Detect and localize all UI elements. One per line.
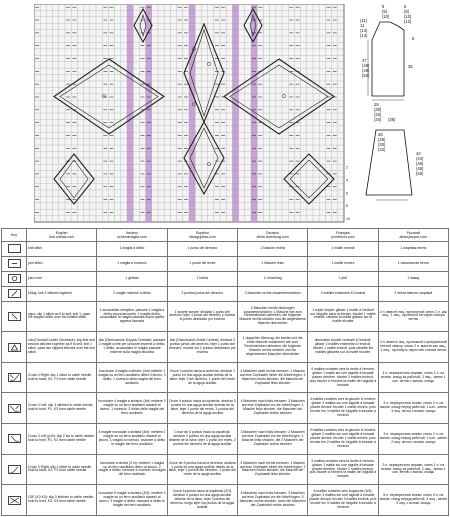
schematic-measure-label: 28 [374,102,379,107]
legend-cell-es: 1 hebra [167,271,237,286]
legend-cell-fr: 6 mailles croisées vers la gauche (3/3): glisser 3 mailles sur une aiguille à torsade placée devant, tricoter 3 mailles endroit, puis tricoter les 3 mailles de l'aiguille à torsade à l'endroit [308,485,378,516]
legend-row [2,362,449,393]
legend-cell-ru: 3 п. вместе лиц. протяжкой с центральной петлей сверху: снять 2 п. вместе как лиц., 1 лиц., протянуть через нее снятые петли [378,332,448,363]
legend-cell-it: 1 maglia a diritto [97,242,167,257]
legend-symbol-cell [2,271,27,286]
schematic-measure-label: (13) [360,28,368,33]
legend-header-row [2,229,449,242]
schematic-measure-label: (28) [378,137,386,142]
legend-cell-es: Cruce de 3 puntos hacia la izquierda: deslizar 2 puntos en una aguja auxiliar delante de la labor, tejer 1 punto del revés, 2 puntos del derecho de la aguja auxiliar [167,424,237,455]
legend-header-spanish: Español hiloagujetas.com [167,229,237,242]
schematic-measure-label: 42 [416,151,421,156]
legend-cell-ru: 2 петли вместе лицевой [378,286,448,301]
legend-cell-it: incrociare a destra (3 m): mettere 1 maglia su un ferro ausiliario dietro al lavoro, 2 maglie a diritto, lavorare a rovescio la maglia del ferro ausiliario [97,454,167,485]
schematic-measure-label: (32) [378,147,386,152]
legend-header-english: English knit-cheats.com [27,229,97,242]
legend-symbol-cell [2,485,27,516]
k2tog-symbol-icon [8,289,21,298]
body-piece-outline [372,22,404,96]
legend-cell-es: 2 puntos juntos del derecho [167,286,237,301]
legend-row [2,393,449,424]
legend-cell-de: 3 Maschen nach rechts kreuzen: 1 Masche auf eine Zopfnadel hinter die Arbeit legen, 2 Maschen rechts stricken, die Masche der Zopfnadel links stricken [237,454,307,485]
legend-header-key: Key [2,229,27,242]
schematic-measure-label: 35 [408,64,413,69]
legend-row [2,256,449,271]
legend-cell-en: purl stitch [27,256,97,271]
legend-cell-it: 2 maglie insieme a diritto [97,286,167,301]
legend-row [2,424,449,455]
legend-cell-ru: 3 п. перекрестить влево: снять 2 п. на вспом. спицу перед работой, 1 изн., затем 2 лиц. петли с вспом. спицы [378,424,448,455]
legend-cell-fr: 3 mailles croisées vers la droite à l'envers: glisser 1 maille sur une aiguille à torsade placée derrière, tricoter 2 mailles endroit, puis tricoter à l'envers la maille de l'aiguille à torsade [308,454,378,485]
schematic-measure-label: 6 [404,4,407,9]
legend-cell-es: ddc (Disminución Doble Central): deslizar 2 puntos juntos del derecho, tejer 1 punto del derecho, montar los 2 puntos deslizados por encima [167,332,237,363]
legend-cell-en: yarn over [27,271,97,286]
legend-header-italian: Italiano schemimaglia.com [97,229,167,242]
legend-cell-en: Cross 3 Left (p1k): slip 2 sts to cable needle, hold to front, P1, K2 from cable needle [27,424,97,455]
cdd-symbol-icon [8,343,21,352]
schematic-measure-label: (48) [416,166,424,171]
row-number-label: 6 [346,191,348,196]
schematic-measure-label: (11) [360,18,368,23]
legend-header-russian: Русский аllamyazyce.com [378,229,448,242]
legend-cell-ru: 4 п. перекрестить вправо: снять 1 п. на вспом. спицу за работой, 3 лиц., затем 1 изн. петлю с вспом. спицы [378,362,448,393]
dash-symbol-icon [8,259,21,268]
legend-cell-en: C6F (K3 K3): slip 3 stitches to cable needle, hold to front, K3, K3 from cable needle [27,485,97,516]
blank-symbol-icon [8,244,21,253]
schematic-measure-label: 5 [412,36,415,41]
garment-schematic [360,0,450,226]
legend-cell-en: knit stitch [27,242,97,257]
row-number-label: 10 [346,217,350,221]
legend-cell-de: 1 Masche rechts [237,242,307,257]
legend-cell-es: Cruce 4 puntos hacia la derecha: deslizar 1 punto en una aguja auxiliar detrás de la labor, tejer 3 del derecho, 1 punto del revés de la aguja auxiliar [167,362,237,393]
row-number-label: 2 [346,165,348,170]
legend-cell-fr: 2 mailles ensemble à l'endroit [308,286,378,301]
schematic-measure-label: 47 [362,58,367,63]
schematic-measure-label: (32) [374,112,382,117]
circle-symbol-icon [8,274,21,283]
legend-cell-de: 1 Masche links [237,256,307,271]
legend-symbol-cell [2,393,27,424]
schematic-measure-label: (14) [360,33,368,38]
legend-symbol-cell [2,424,27,455]
row-number-label: 8 [346,204,348,209]
legend-symbol-cell [2,286,27,301]
legend-cell-en: skpo: slip 1 stitch as if to knit, knit 1, pass the slipped stitch over the knitted stitch [27,301,97,332]
c3r-symbol-icon [8,434,21,443]
legend-cell-fr: 3 mailles croisées vers la gauche à l'envers: glisser 2 mailles sur une aiguille à torsade placée devant, tricoter 1 maille envers, puis tricoter les 2 mailles de l'aiguille à torsade à l'endroit [308,424,378,455]
schematic-measure-label: 8 [382,4,385,9]
legend-row [2,301,449,332]
schematic-measure-label: (12) [404,19,412,24]
legend-cell-it: Incrociare 4 maglie a destra: (4m) mettere 1 maglia su un ferro ausiliario dietro il lavoro, 3 diritto, 1 rovescio della maglia del ferro ausiliario [97,362,167,393]
legend-cell-ru: 1 накид [378,271,448,286]
legend-cell-es: 1 punto del derecho [167,242,237,257]
legend-symbol-cell [2,454,27,485]
legend-row [2,454,449,485]
legend-cell-de: 2 Maschen rechts zusammenstricken [237,286,307,301]
c3l-symbol-icon [8,465,21,474]
schematic-measure-label: (50) [416,171,424,176]
c4r-symbol-icon [8,373,21,382]
schematic-measure-label: (36) [388,117,396,122]
legend-cell-fr: 1 surjet simple: glisser 1 maille à l'endroit sur l'aiguille sans la tricoter, tricoter 1 maille endroit, rabattre la maille glissée sur la maille tricotée [308,301,378,332]
legend-cell-es: 1 punto del revés [167,256,237,271]
row-number-label: 4 [346,178,348,183]
legend-symbol-cell [2,301,27,332]
legend-cell-en: cdd (Central Double Decrease): slip first and second stitches together as if to knit, knit 1 stitch, pass two slipped stitches over the knit stitch [27,332,97,363]
legend-cell-en: Cross 4 Right: slip 1 stitch to cable needle, hold to back, K3, P1 from cable needle [27,362,97,393]
legend-cell-it: 1 accavallato semplice: passare 1 maglia a diritto senza lavorarla, 1 maglia diritto, accavallare la maglia passata sopra quella appena lavorata [97,301,167,332]
legend-row [2,332,449,363]
legend-symbol-cell [2,256,27,271]
legend-symbol-cell [2,242,27,257]
legend-cell-de: 3 Maschen nach links kreuzen: 2 Maschen auf eine Zopfnadel vor die Arbeit legen, 1 Masche links stricken, die 2 Maschen der Zopfnadel rechts stricken [237,424,307,455]
sleeve-piece-outline [366,130,412,195]
legend-cell-fr: 1 maille endroit [308,242,378,257]
legend-cell-de: 6 Maschen nach links kreuzen: 3 Maschen auf eine Zopfnadel vor die Arbeit legen, 3 Maschen rechts stricken, dann die Maschen der Zopfnadel rechts stricken [237,485,307,516]
legend-cell-fr: 1 jeté [308,271,378,286]
legend-header-french: Français pointtricot.com [308,229,378,242]
legend-cell-it: incrociare 6 maglie a sinistra (3/3): mettere 3 maglie su un ferro ausiliario davanti al lavoro, 3 maglie a diritto, lavorare a diritto le maglie del ferro ausiliario [97,485,167,516]
legend-cell-it: 1 maglia a rovescio [97,256,167,271]
legend-symbol-cell [2,362,27,393]
c4l-symbol-icon [8,404,21,413]
schematic-measure-label: (49) [362,68,370,73]
schematic-measure-label: (44) [416,156,424,161]
schematic-measure-label: (8) [404,9,410,14]
legend-cell-de: 1 Umschlag [237,271,307,286]
skpo-symbol-icon [8,312,21,321]
legend-cell-ru: 1 изнаночная петля [378,256,448,271]
legend-cell-it: 1 gettato [97,271,167,286]
legend-row [2,286,449,301]
knitting-chart [34,4,358,226]
c6f-symbol-icon [8,496,21,505]
schematic-measure-label: (50) [362,73,370,78]
legend-cell-ru: 6 п. перекрестить влево: снять 3 п. на вспом. спицу перед работой, 3 лиц., затем 3 лиц. с вспом. спицы [378,485,448,516]
schematic-measure-label: 26 [378,132,383,137]
legend-row [2,242,449,257]
legend-cell-es: Cruce 6 puntos hacia la izquierda (3/3): deslizar 3 puntos en una aguja auxiliar delante de la labor, tejer 3 puntos del derecho, luego tejer los puntos de la aguja auxiliar [167,485,237,516]
legend-cell-es: Cruce 4 puntos hacia la izquierda: deslizar 3 puntos en una aguja auxiliar delante de la labor, tejer 1 punto del revés, 3 puntos del derecho de la aguja auxiliar [167,393,237,424]
legend-cell-it: 4 maglie incrociate a sinistra (3m): mettere 2 maglie su un ferro ausiliario davanti al lavoro, 1 maglia a rovescio, lavorare a diritto le maglie del ferro ausiliario [97,424,167,455]
schematic-measure-label: (30) [374,107,382,112]
schematic-measure-label: (10) [382,14,390,19]
legend-cell-en: Cross 4 Left: slip 3 stitches to cable needle, hold to front, P1, K3 from cable needle [27,393,97,424]
legend-symbol-cell [2,332,27,363]
legend-cell-ru: 2 п. вместе лиц. протянутой: снять 1 п. как лиц., 1 лиц., протянуть ее через снятую петлю [378,301,448,332]
schematic-measure-label: (34) [374,117,382,122]
legend-cell-de: 1 doppelter Überzug: die zweite und die erste Masche zusammen wie zum Rechtsstricken abheben, die folgende Masche rechts stricken und die abgehobenen Maschen überziehen [237,332,307,363]
legend-cell-fr: 1 maille envers [308,256,378,271]
legend-cell-es: 1 surjete simple: deslizar 1 punto del derecho, tejer 1 punto del derecho y montar el punto deslizado por encima [167,301,237,332]
legend-cell-en: k2tog: knit 2 stitches together [27,286,97,301]
legend-cell-en: Cross 3 Right: slip 1 stitch to cable needle, hold to back, K2, P1 from cable needle [27,454,97,485]
schematic-measure-label: (9) [382,9,388,14]
legend-cell-es: Cruce de 3 puntos hacia la derecha: deslizar 1 punto en una aguja auxiliar detrás de la labor, tejer 2 puntos del derecho, 1 punto del revés de la aguja auxiliar [167,454,237,485]
symbol-legend-table [1,228,449,516]
legend-cell-de: 4 Maschen nach links kreuzen: 3 Maschen auf eine Zopfnadel vor die Arbeit legen, 1 Masche links stricken, die Maschen der Zopfnadel rechts stricken [237,393,307,424]
legend-cell-fr: 4 mailles croisées vers la gauche à l'envers: glisser 3 mailles sur une aiguille à torsade placée devant, tricoter 1 maille envers, puis tricoter les 3 mailles de l'aiguille à torsade à l'endroit [308,393,378,424]
legend-cell-de: 4 Maschen nach rechts kreuzen: 1 Masche auf eine Zopfnadel hinter die Arbeit legen, 3 Maschen rechts stricken, die Masche der Zopfnadel links stricken [237,362,307,393]
schematic-measure-label: (30) [378,142,386,147]
legend-row [2,271,449,286]
legend-cell-de: 2 Maschen rechts überzogen zusammenstricken: 1 Masche wie zum Rechtsstricken abheben, die folgende Masche rechts stricken und die abgehobene Masche überziehen [237,301,307,332]
legend-cell-ru: 1 лицевая петля [378,242,448,257]
legend-cell-ru: 4 п. перекрестить влево: снять 3 п. на вспом. спицу перед работой, 1 изн., затем 3 лиц. петли с вспом. спицы [378,393,448,424]
schematic-measure-label: (46) [416,161,424,166]
legend-row [2,485,449,516]
legend-cell-fr: diminution double verticale à l'endroit: glisser 2 mailles ensemble à l'endroit, tricoter 1 maille endroit, puis rabattre les mailles glissées sur la maille tricotée [308,332,378,363]
schematic-measure-label: 11 [360,23,365,28]
legend-cell-ru: 3 п. перекрестить вправо: снять 1 п. на вспом. спицу за работой, 2 лиц., затем 1 изн. петлю с вспом. спицы [378,454,448,485]
legend-header-german: Deutsch strick-anleitung.com [237,229,307,242]
legend-cell-it: ddc (Diminuzione Doppia Centrale): passare 2 maglie come per lavorare insieme a diritto, 1 diritto, accavallare le maglie passate insieme sulla maglia lavorata [97,332,167,363]
legend-cell-it: Incrociare 4 maglie a sinistra: (4m) mettere 3 maglie su un ferro ausiliario davanti al lavoro, 1 rovescio, 3 diritto delle maglie del ferro ausiliario [97,393,167,424]
schematic-measure-label: (10) [404,14,412,19]
schematic-measure-label: (48) [362,63,370,68]
legend-cell-fr: 4 mailles croisées vers la droite à l'envers: glisser 1 maille sur une aiguille à torsade placée derrière, tricoter 3 mailles endroit, puis tricoter à l'envers la maille de l'aiguille à torsade [308,362,378,393]
